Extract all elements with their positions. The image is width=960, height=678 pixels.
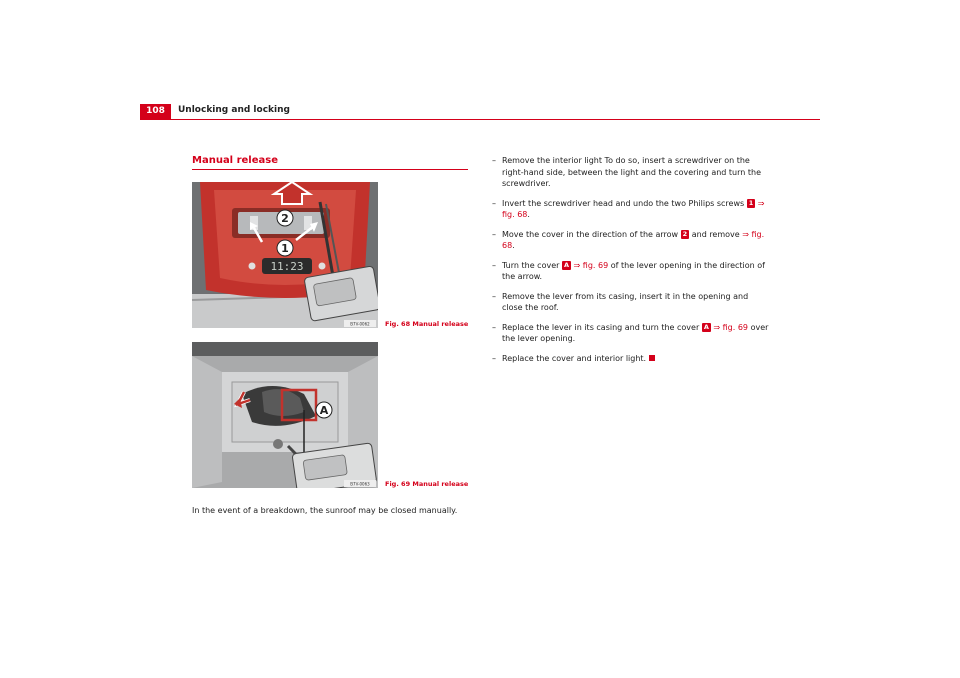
header-rule [140,119,820,120]
fig-arrow: ⇒ [757,198,765,208]
callout-2: 2 [281,212,289,225]
step-7: – Replace the cover and interior light. [492,353,770,365]
instruction-steps [492,155,770,372]
fig-arrow: ⇒ [713,322,721,332]
clock-display: 11:23 [270,260,304,273]
figure-68-code: B7V-0062 [350,321,370,327]
fig-reference-link[interactable]: fig. 68 [502,210,528,219]
step-4: – Turn the cover A ⇒ fig. 69 of the lever opening in the direction of the arrow. [492,260,770,283]
step-5: – Remove the lever from its casing, insert it in the opening and close the roof. [492,291,770,314]
callout-badge-A: A [703,322,709,331]
callout-1: 1 [281,242,289,255]
callout-badge-1: 1 [748,198,754,207]
fig-arrow: ⇒ [573,260,581,270]
section-title: Manual release [192,155,279,166]
section-rule [192,169,468,170]
figure-69-caption: Fig. 69 Manual release [385,480,469,488]
callout-badge-2: 2 [682,229,688,238]
page-number: 108 [140,104,171,119]
step-6: – Replace the lever in its casing and turn the cover A ⇒ fig. 69 over the lever opening. [492,322,770,345]
callout-badge-A: A [563,260,569,269]
fig-reference-link[interactable]: fig. 69 [582,260,609,270]
figure-68-caption: Fig. 68 Manual release [385,320,469,328]
fig-arrow: ⇒ [742,229,749,239]
end-of-section-icon [649,355,655,361]
intro-paragraph: In the event of a breakdown, the sunroof may be closed manually. [192,506,458,515]
step-2: – Invert the screwdriver head and undo the two Philips screws 1 ⇒ fig. 68. [492,198,770,221]
fig-reference-link[interactable]: fig. 69 [722,322,749,332]
callout-A: A [319,404,329,417]
running-title: Unlocking and locking [178,105,290,115]
figure-69-code: B7V-0063 [350,481,370,487]
figure-68-image [192,182,378,328]
figure-69-image [192,342,378,488]
step-1: – Remove the interior light To do so, insert a screwdriver on the right-hand side, between the light and the covering and turn the screwdriver. [492,155,770,190]
fig-reference-link[interactable]: fig. 68 [502,229,765,250]
step-3: – Move the cover in the direction of the arrow 2 and remove ⇒ fig. 68. [492,229,770,252]
